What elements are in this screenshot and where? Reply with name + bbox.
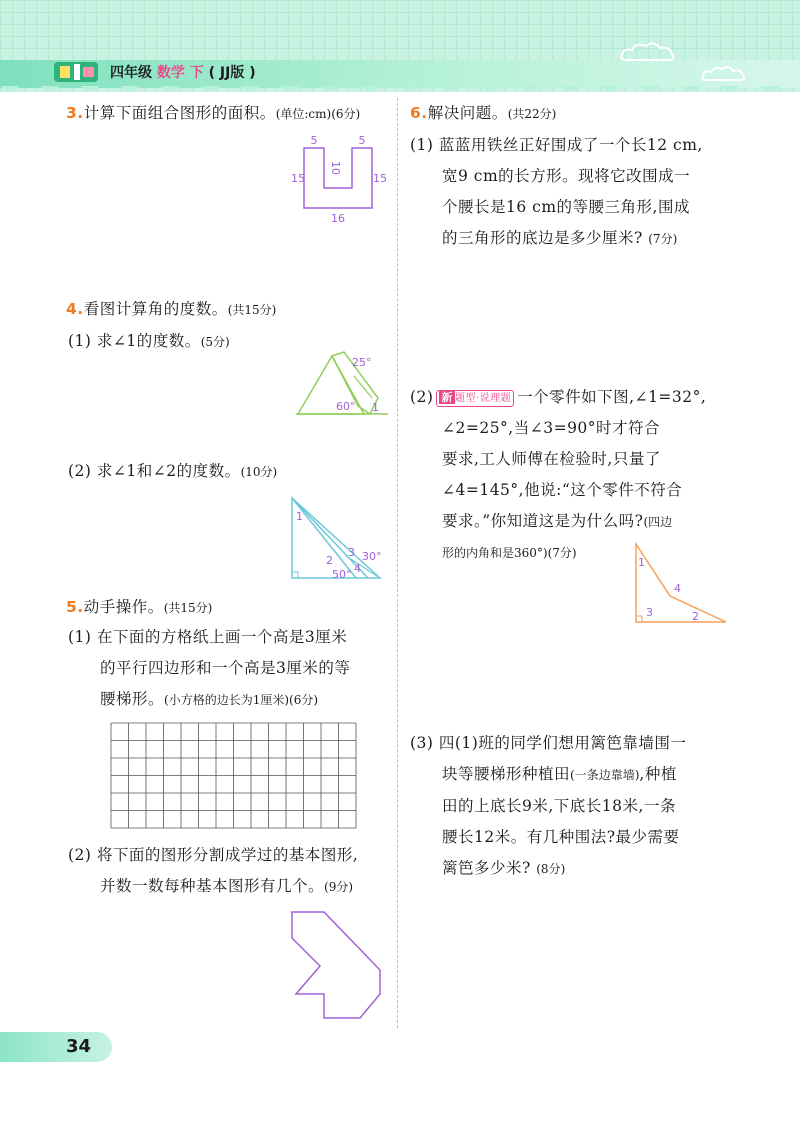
q6-p3-line1: (3) 四(1)班的同学们想用篱笆靠墙围一 [410,734,687,752]
q3-text: 计算下面组合图形的面积。 [83,104,276,122]
q4-p1-label-25: 25° [352,356,372,369]
header-edition: ( JJ版 ) [208,65,256,81]
q6-p2-line1: 一个零件如下图,∠1=32°, [517,388,707,406]
q6-p1-line1: (1) 蓝蓝用铁丝正好围成了一个长12 cm, [410,136,703,154]
q6-p1-line2: 宽9 cm的长方形。现将它改围成一 [442,167,691,185]
q4-p2-label-2: 2 [326,554,333,567]
q6-p3-note: (一条边靠墙) [570,768,640,782]
q6-p2-note1: (四边 [643,515,673,529]
new-type-badge [436,390,514,407]
q4-p1-label-1: 1 [372,401,379,414]
q5-part2 [68,840,358,903]
header-grade: 四年级 [110,65,152,81]
header-title [110,62,256,82]
q5-p1-note: (小方格的边长为1厘米)(6分) [164,693,319,707]
q4-figure-1 [292,350,392,420]
q6-p3-line5: 篱笆多少米? [442,859,531,877]
q5-text: 动手操作。 [83,598,164,616]
q6-p1-line4: 的三角形的底边是多少厘米? [442,229,643,247]
q5-p2-line2: 并数一数每种基本图形有几个。 [100,877,325,895]
q5-title [66,592,212,624]
q6-p3-score: (8分) [536,862,566,876]
q4-p2-label-50: 50° [332,568,352,581]
q6-p1-score: (7分) [648,232,678,246]
page-number: 34 [66,1036,92,1057]
q3-figure [286,130,396,226]
q3-label-left: 15 [291,172,305,185]
q4-p2-score: (10分) [240,465,278,479]
cloud-icon [700,64,748,84]
q6-p2-line5: 要求。”你知道这是为什么吗? [442,512,644,530]
q3-label-bottom: 16 [331,212,345,225]
q6-p3-line4: 腰长12米。有几种围法?最少需要 [442,828,680,846]
header-subject: 数学 下 [156,65,204,81]
q6-title [410,98,556,130]
q5-p1-line3: 腰梯形。 [100,690,165,708]
q6-p2-label-4: 4 [674,582,681,595]
q6-p2-line4: ∠4=145°,他说:“这个零件不符合 [442,481,683,499]
q4-p2-label-3: 3 [348,546,355,559]
q5-number: 5. [66,598,84,616]
q5-p1-line2: 的平行四边形和一个高是3厘米的等 [100,659,351,677]
q3-title [66,98,360,130]
logo-icon [52,58,100,86]
q6-p2-line2: ∠2=25°,当∠3=90°时才符合 [442,419,661,437]
badge-new: 新 [441,390,453,404]
q5-grid-paper[interactable] [110,722,362,832]
q3-label-right: 15 [373,172,387,185]
q6-p3-line3: 田的上底长9米,下底长18米,一条 [442,797,676,815]
q4-p2-text: (2) 求∠1和∠2的度数。 [68,462,241,480]
q4-p2-label-1: 1 [296,510,303,523]
q6-part-figure [630,540,730,628]
q4-text: 看图计算角的度数。 [83,300,228,318]
q3-label-top-right: 5 [358,134,366,147]
q6-p3-line2b: ,种植 [639,765,677,783]
q5-part1 [68,622,350,716]
q5-score: (共15分) [163,601,213,615]
q3-label-inner-depth: 10 [329,161,342,175]
q3-label-top-left: 5 [310,134,318,147]
q6-p2-line3: 要求,工人师傅在检验时,只量了 [442,450,661,468]
q4-score: (共15分) [227,303,277,317]
q6-p2-label-2: 2 [692,610,699,623]
q5-composite-figure [288,908,388,1024]
cloud-icon [618,40,678,66]
q6-part3 [410,728,686,885]
q4-p2-label-30: 30° [362,550,382,563]
q4-title [66,294,276,326]
q6-p2-note2: 形的内角和是360°)(7分) [442,546,577,560]
page-number-badge [0,1032,112,1062]
badge-type: 题型·说理题 [454,392,512,404]
q3-score: (单位:cm)(6分) [275,107,361,121]
q4-part1 [68,326,230,358]
q6-p2-label-1: 1 [638,556,645,569]
q6-score: (共22分) [507,107,557,121]
q5-p2-line1: (2) 将下面的图形分割成学过的基本图形, [68,846,359,864]
q5-p2-score: (9分) [324,880,354,894]
q3-number: 3. [66,104,84,122]
header-wave [0,86,800,96]
q6-p3-line2: 块等腰梯形种植田 [442,765,571,783]
q5-p1-line1: (1) 在下面的方格纸上画一个高是3厘米 [68,628,348,646]
q4-number: 4. [66,300,84,318]
q4-part2 [68,456,277,488]
q4-p1-label-60: 60° [336,400,356,413]
q6-p1-line3: 个腰长是16 cm的等腰三角形,围成 [442,198,690,216]
q4-p1-text: (1) 求∠1的度数。 [68,332,201,350]
column-divider [397,98,398,1028]
q6-p2-prefix: (2) [410,388,434,406]
q6-p2-label-3: 3 [646,606,653,619]
q4-p1-score: (5分) [200,335,230,349]
q6-text: 解决问题。 [427,104,508,122]
q4-p2-label-4: 4 [354,562,361,575]
q4-figure-2 [286,494,386,582]
q6-part1 [410,130,703,255]
q6-number: 6. [410,104,428,122]
